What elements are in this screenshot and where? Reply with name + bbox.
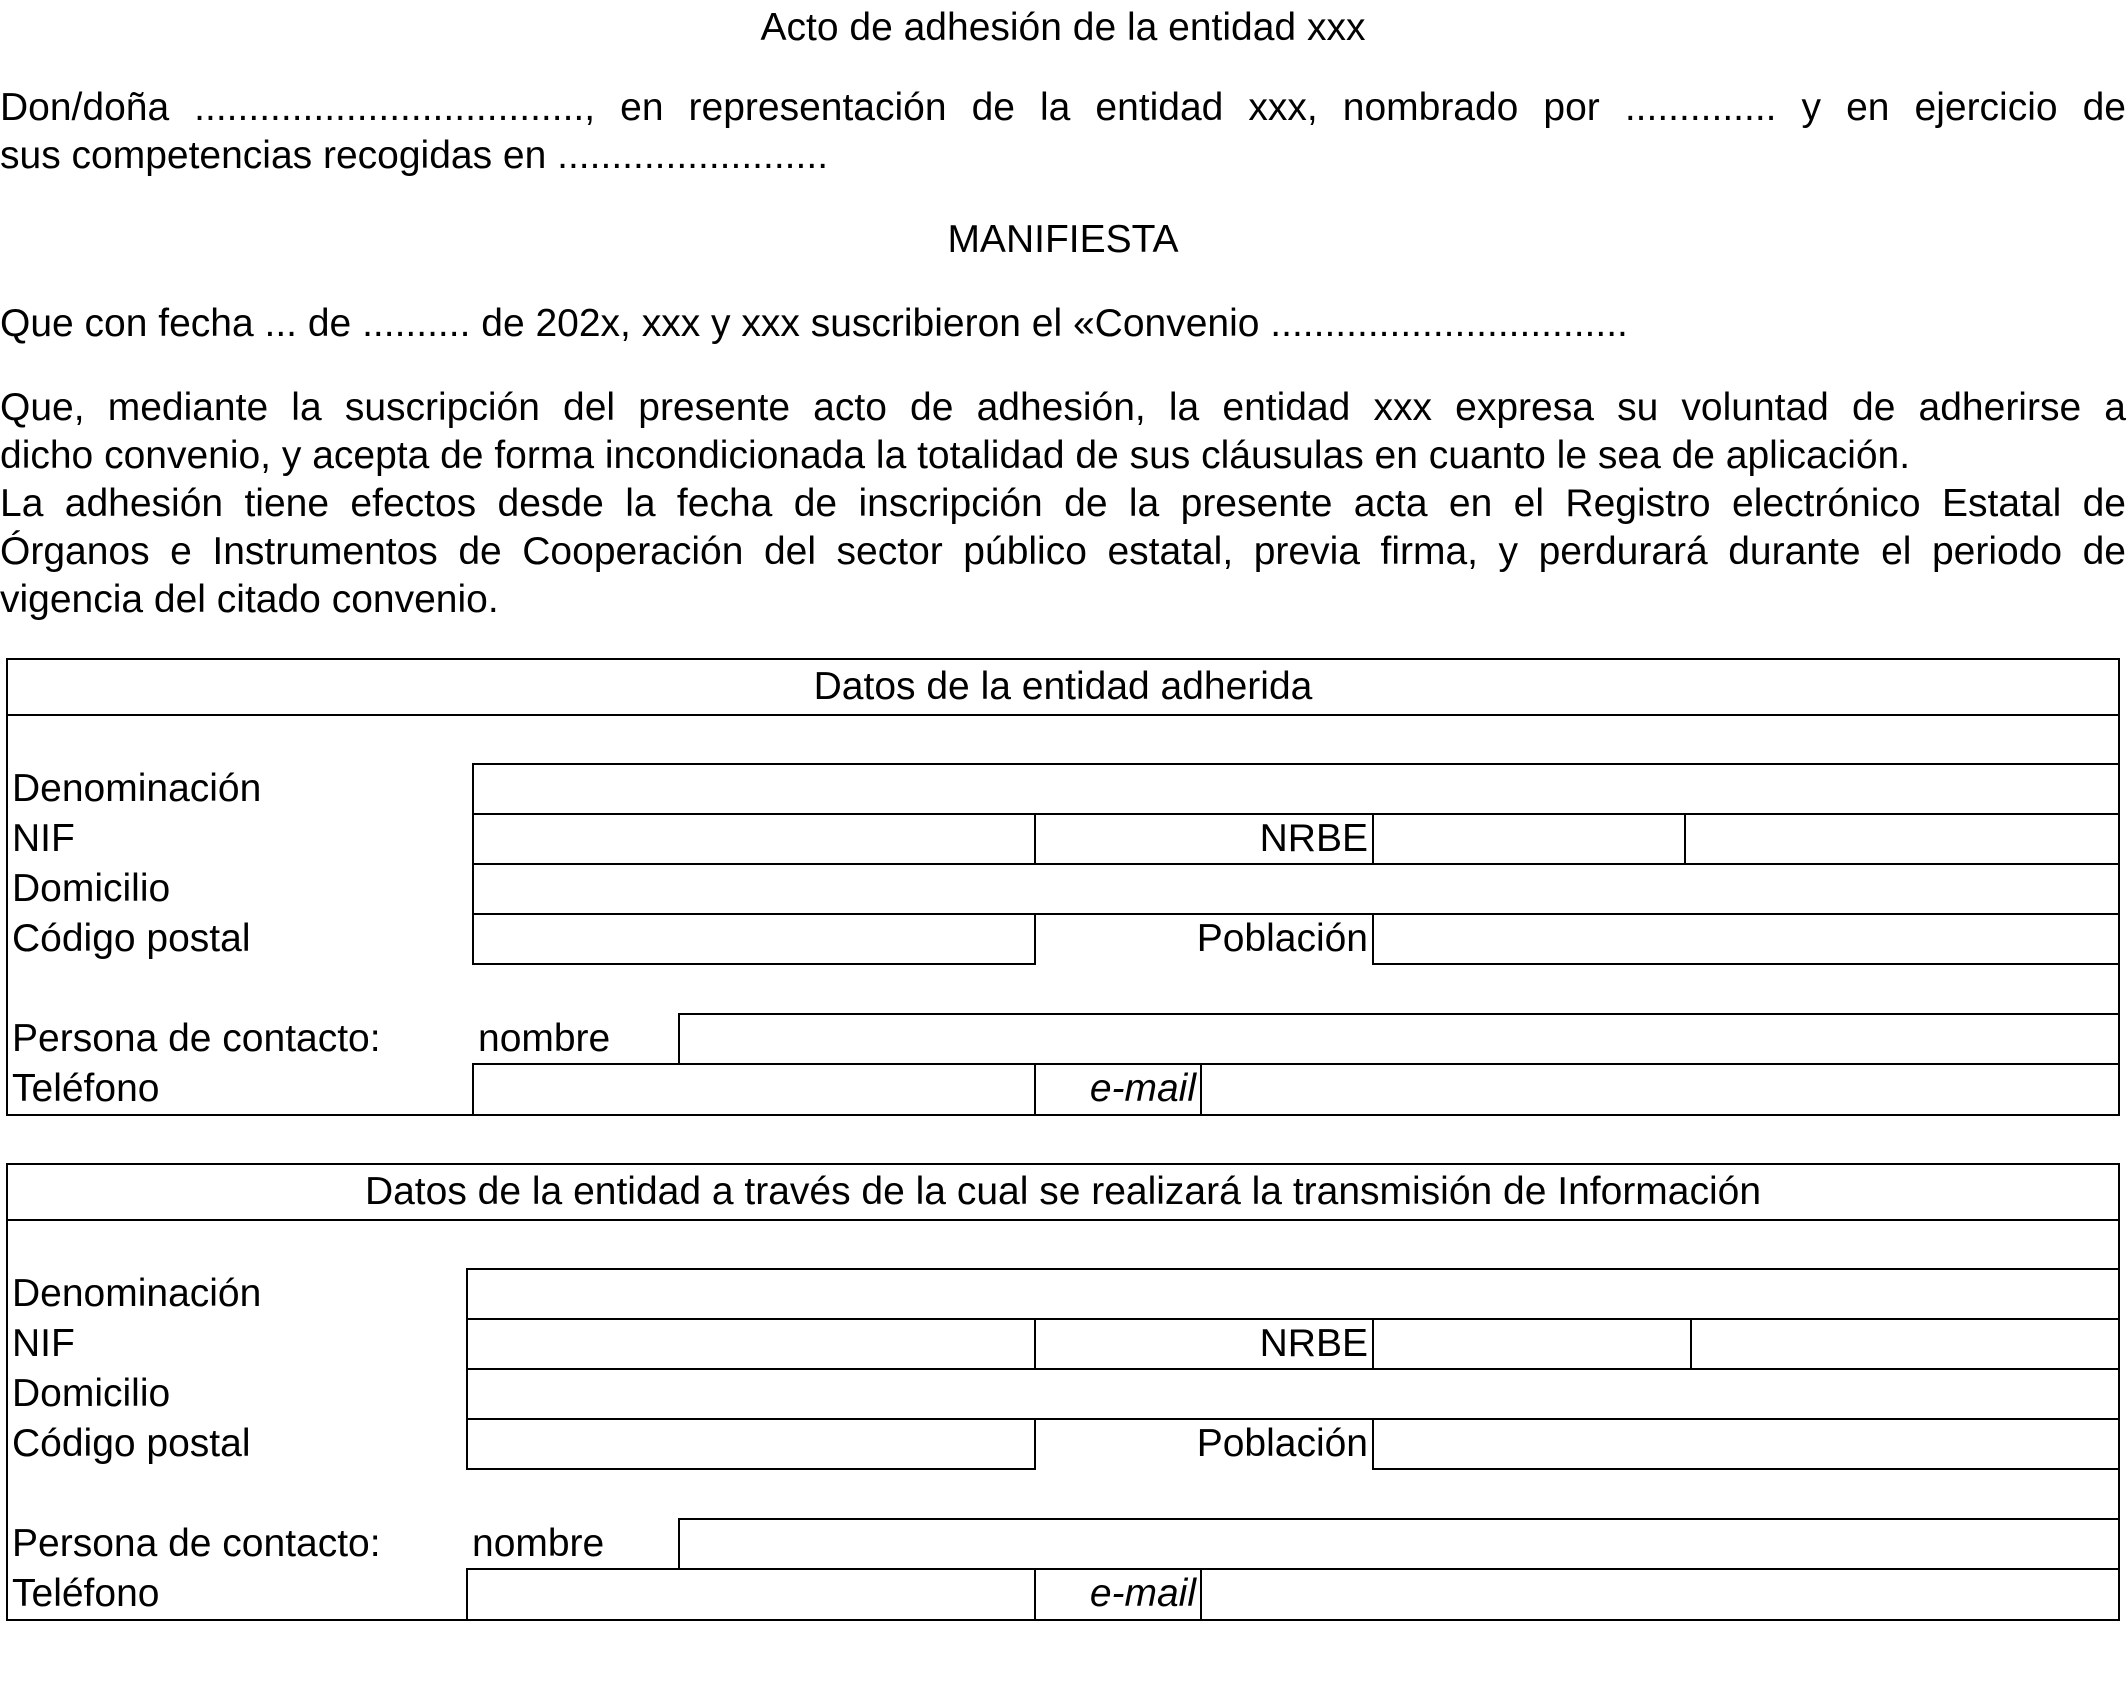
label-denominacion: Denominación [12,1272,262,1315]
nrbe-field[interactable] [1372,813,1686,865]
label-email: e-mail [1089,1572,1196,1615]
nombre-field[interactable] [678,1518,2120,1570]
section-title: Datos de la entidad a través de la cual se realizará la transmisión de Información [8,1165,2118,1221]
codigo-postal-field[interactable] [472,913,1036,965]
nif-field[interactable] [466,1318,1036,1370]
nrbe-field[interactable] [1372,1318,1692,1370]
email-field[interactable] [1200,1568,2120,1621]
poblacion-field[interactable] [1372,1418,2120,1470]
label-persona-contacto: Persona de contacto: [12,1017,381,1060]
intro-line-1: Don/doña ...................................., en representación de la entidad xxx, nombrado por .............. y en ejercicio de [0,86,2126,129]
nif-field[interactable] [472,813,1036,865]
label-nrbe: NRBE [1259,817,1368,860]
denominacion-field[interactable] [472,763,2120,815]
label-telefono: Teléfono [12,1572,160,1615]
denominacion-field[interactable] [466,1268,2120,1320]
domicilio-field[interactable] [466,1368,2120,1420]
label-nif: NIF [12,1322,75,1365]
nrbe-extra-field[interactable] [1684,813,2120,865]
para2-line-2: dicho convenio, y acepta de forma incondicionada la totalidad de sus cláusulas en cuanto le sea de aplicación. [0,434,1911,477]
domicilio-field[interactable] [472,863,2120,915]
label-nombre: nombre [472,1522,605,1565]
section-title: Datos de la entidad adherida [8,660,2118,716]
para3-line-1: La adhesión tiene efectos desde la fecha de inscripción de la presente acta en el Registro electrónico Estatal de [0,482,2126,525]
label-email: e-mail [1089,1067,1196,1110]
document-title: Acto de adhesión de la entidad xxx [760,6,1366,49]
label-codigo-postal: Código postal [12,1422,251,1465]
label-nif: NIF [12,817,75,860]
label-telefono: Teléfono [12,1067,160,1110]
label-nombre: nombre [478,1017,611,1060]
para3-line-2: Órganos e Instrumentos de Cooperación del sector público estatal, previa firma, y perdurará durante el periodo de [0,530,2126,573]
manifiesta-heading: MANIFIESTA [947,218,1179,261]
label-nrbe: NRBE [1259,1322,1368,1365]
telefono-field[interactable] [472,1063,1036,1116]
codigo-postal-field[interactable] [466,1418,1036,1470]
email-field[interactable] [1200,1063,2120,1116]
para1: Que con fecha ... de .......... de 202x, xxx y xxx suscribieron el «Convenio ................................. [0,302,1628,345]
label-poblacion: Población [1196,917,1368,960]
label-domicilio: Domicilio [12,1372,171,1415]
nrbe-extra-field[interactable] [1690,1318,2120,1370]
para3-line-3: vigencia del citado convenio. [0,578,499,621]
label-poblacion: Población [1196,1422,1368,1465]
para2-line-1: Que, mediante la suscripción del presente acto de adhesión, la entidad xxx expresa su voluntad de adherirse a [0,386,2126,429]
intro-line-2: sus competencias recogidas en ......................... [0,134,829,177]
nombre-field[interactable] [678,1013,2120,1065]
telefono-field[interactable] [466,1568,1036,1621]
label-domicilio: Domicilio [12,867,171,910]
poblacion-field[interactable] [1372,913,2120,965]
label-persona-contacto: Persona de contacto: [12,1522,381,1565]
label-codigo-postal: Código postal [12,917,251,960]
label-denominacion: Denominación [12,767,262,810]
